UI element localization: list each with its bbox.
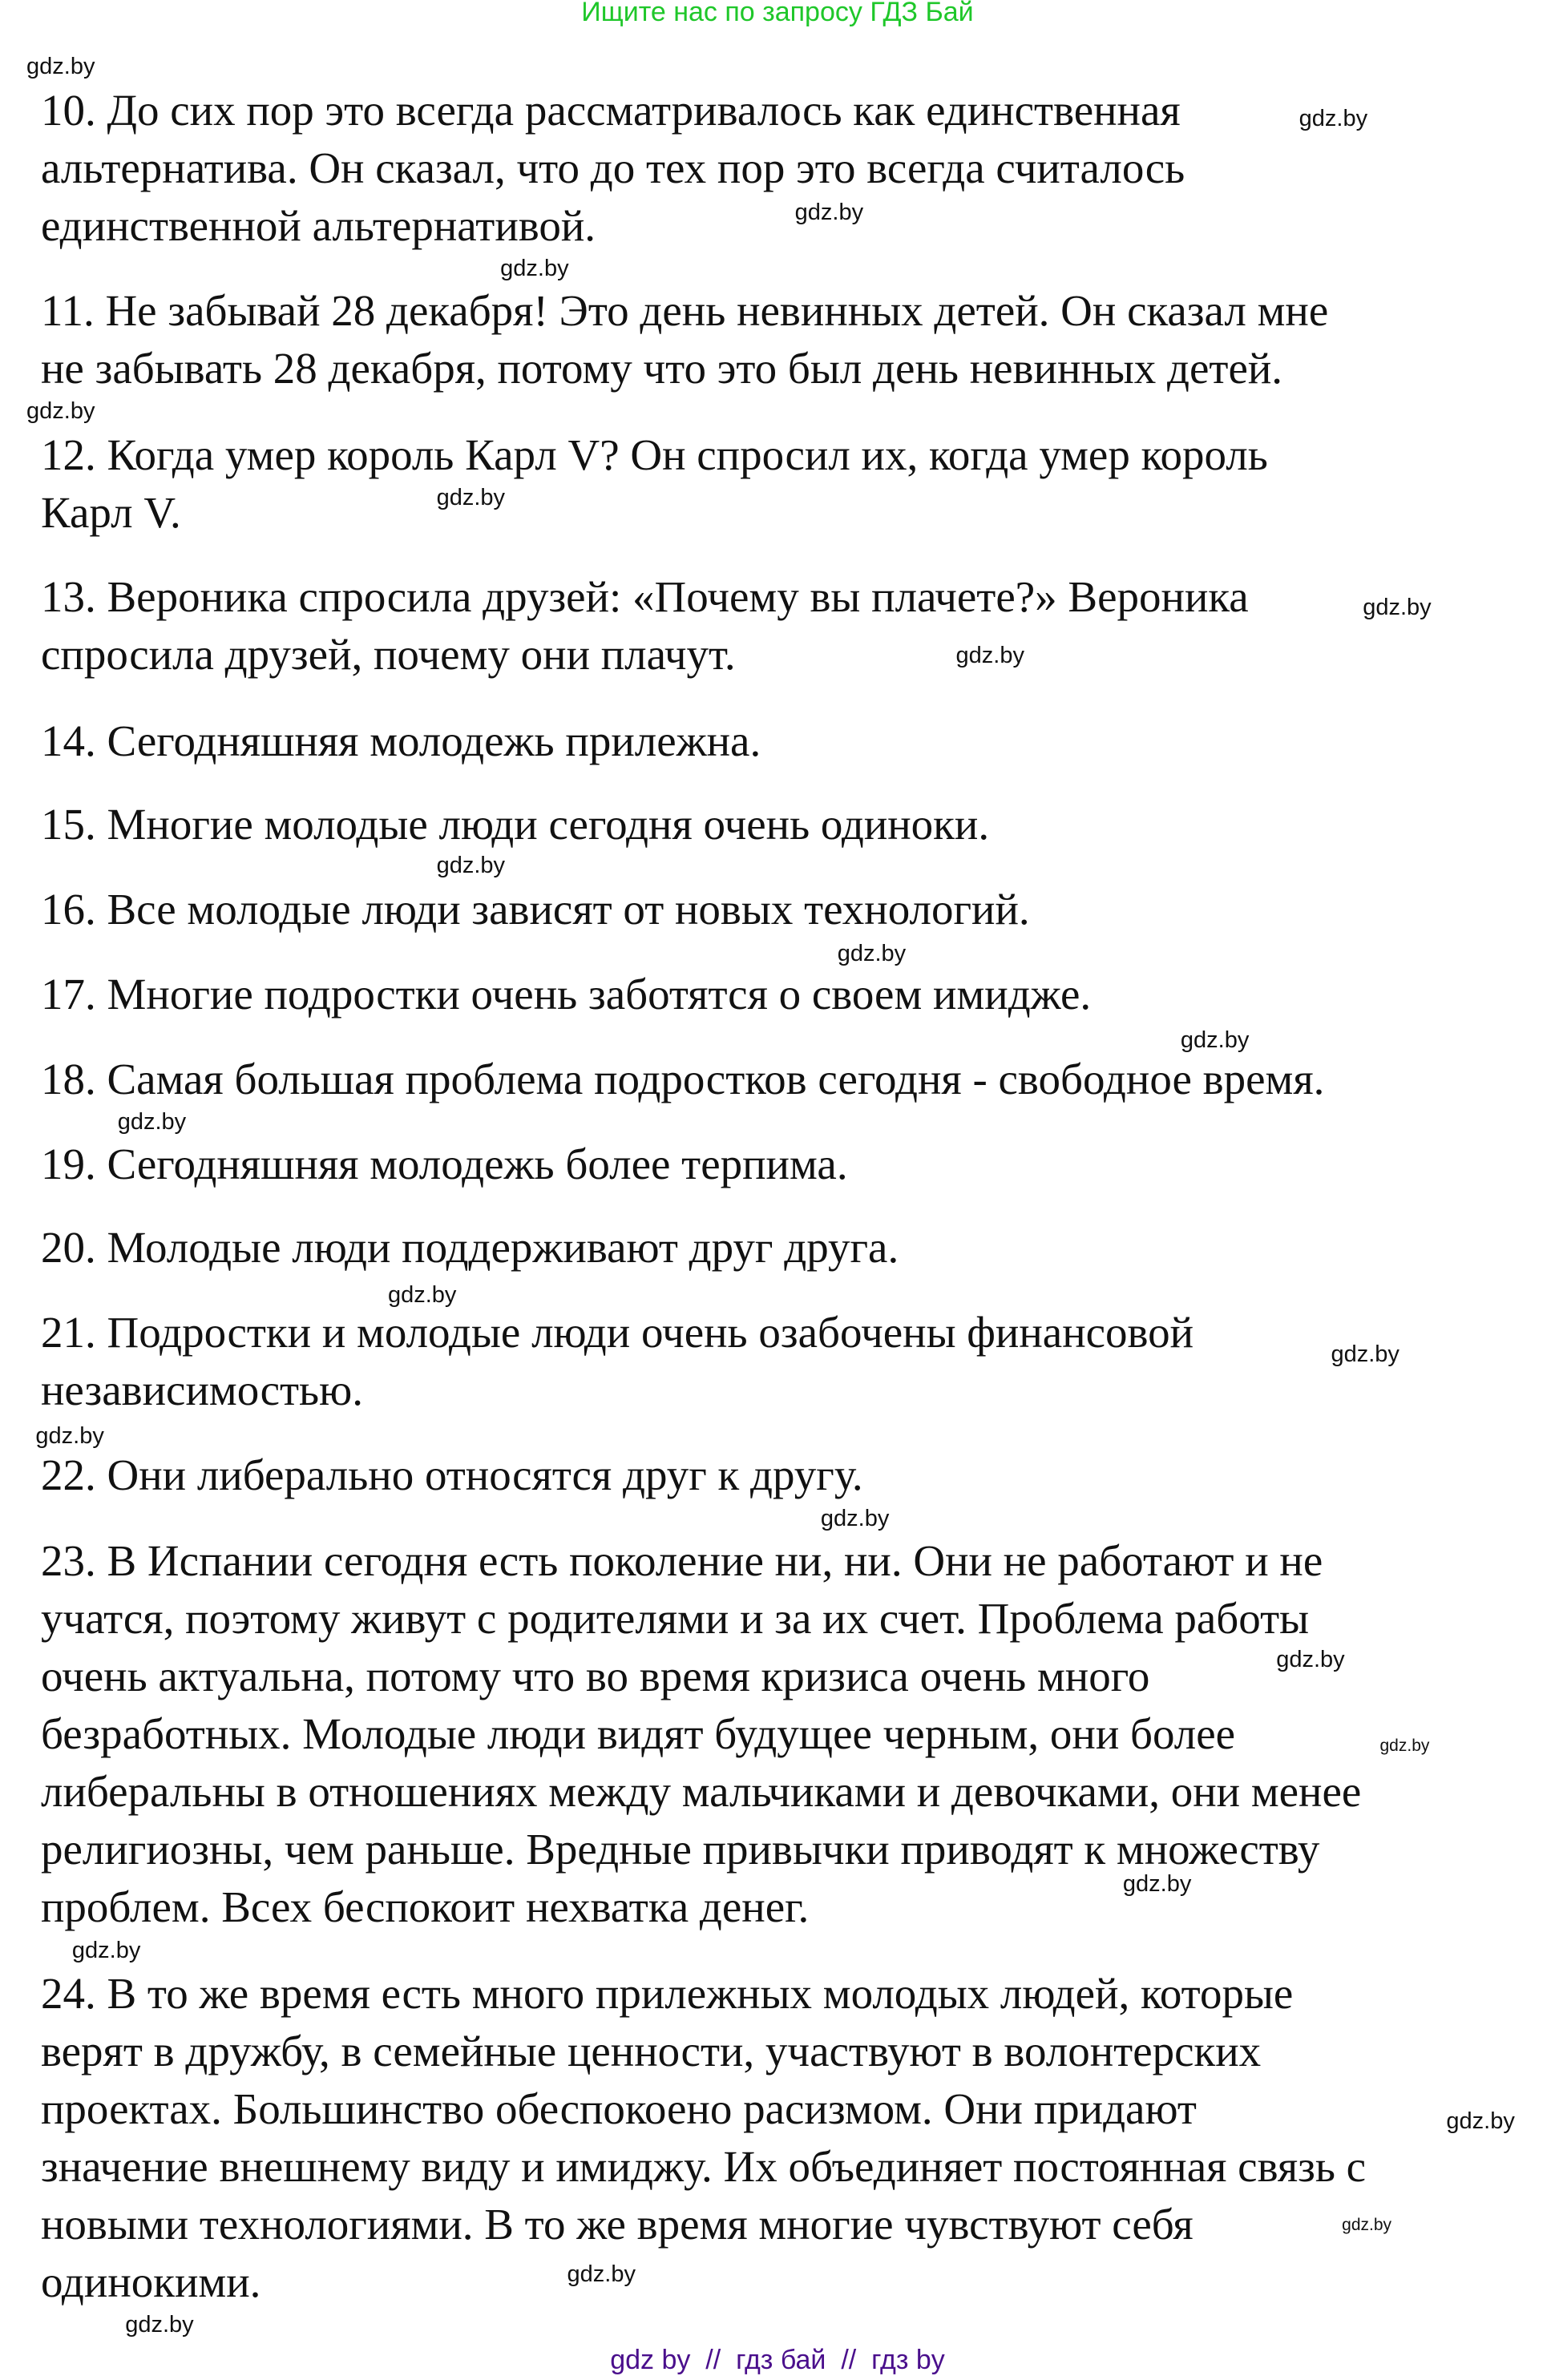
watermark-text: gdz.by [71,1938,141,1964]
watermark-text: gdz.by [26,54,95,80]
text-line: не забывать 28 декабря, потому что это был день невинных детей. [41,344,1283,393]
watermark-text: gdz.by [500,256,569,282]
text-line: 12. Когда умер король Карл V? Он спросил их, когда умер король [41,430,1268,480]
watermark-text: gdz.by [1342,2216,1392,2235]
text-line: одинокими. [41,2257,261,2306]
text-line: новыми технологиями. В то же время многие чувствуют себя [41,2199,1194,2249]
watermark-text: gdz.by [1446,2108,1515,2134]
watermark-text: gdz.by [1276,1646,1345,1672]
footer-banner: gdz by // гдз бай // гдз by [610,2345,945,2375]
exercise-item [41,1136,848,1193]
watermark-text: gdz.by [436,485,506,511]
text-line: 19. Сегодняшняя молодежь более терпима. [41,1140,848,1189]
text-line: 21. Подростки и молодые люди очень озабочены финансовой [41,1308,1194,1357]
exercise-item [41,966,1091,1023]
watermark-text: gdz.by [1363,594,1432,620]
text-line: либеральны в отношениях между мальчиками и девочками, они менее [41,1766,1362,1816]
exercise-item [41,1304,1194,1419]
watermark-text: gdz.by [436,852,506,878]
header-banner: Ищите нас по запросу ГДЗ Бай [581,0,974,27]
watermark-text: gdz.by [1379,1736,1430,1755]
text-line: 11. Не забывай 28 декабря! Это день невинных детей. Он сказал мне [41,286,1329,336]
text-line: 17. Многие подростки очень заботятся о своем имидже. [41,969,1092,1019]
watermark-text: gdz.by [1122,1871,1192,1898]
watermark-text: gdz.by [117,1109,187,1136]
watermark-text: gdz.by [794,200,864,226]
text-line: значение внешнему виду и имиджу. Их объединяет постоянная связь с [41,2141,1367,2191]
text-line: 10. До сих пор это всегда рассматривалось как единственная [41,86,1181,135]
text-line: 20. Молодые люди поддерживают друг друга. [41,1223,899,1273]
text-line: безработных. Молодые люди видят будущее черным, они более [41,1708,1236,1758]
exercise-item [41,1446,863,1504]
watermark-text: gdz.by [125,2311,194,2338]
watermark-text: gdz.by [26,398,95,425]
text-line: спросила друзей, почему они плачут. [41,629,736,679]
text-line: альтернатива. Он сказал, что до тех пор это всегда считалось [41,143,1185,193]
text-line: 15. Многие молодые люди сегодня очень одиноки. [41,799,990,849]
text-line: независимостью. [41,1365,363,1415]
text-line: религиозны, чем раньше. Вредные привычки приводят к множеству [41,1824,1320,1874]
text-line: 24. В то же время есть много прилежных молодых людей, которые [41,1968,1294,2018]
watermark-text: gdz.by [837,940,907,966]
exercise-item [41,568,1249,684]
watermark-text: gdz.by [567,2261,636,2287]
watermark-text: gdz.by [1331,1341,1400,1367]
text-line: очень актуальна, потому что во время кризиса очень много [41,1651,1150,1700]
watermark-text: gdz.by [35,1423,104,1450]
text-line: верят в дружбу, в семейные ценности, участвуют в волонтерских [41,2026,1262,2075]
text-line: 14. Сегодняшняя молодежь прилежна. [41,716,761,765]
exercise-item [41,1965,1366,2311]
text-line: 22. Они либерально относятся друг к другу. [41,1450,863,1500]
exercise-item [41,426,1268,542]
text-line: учатся, поэтому живут с родителями и за их счет. Проблема работы [41,1593,1310,1643]
watermark-text: gdz.by [1180,1027,1250,1053]
text-line: проектах. Большинство обеспокоено расизмом. Они придают [41,2084,1197,2133]
exercise-item [41,1051,1324,1108]
watermark-text: gdz.by [1299,105,1368,131]
text-line: 18. Самая большая проблема подростков сегодня - свободное время. [41,1055,1325,1103]
exercise-item [41,881,1030,938]
watermark-text: gdz.by [820,1505,890,1531]
text-line: Карл V. [41,488,181,538]
watermark-text: gdz.by [955,643,1024,669]
text-line: проблем. Всех беспокоит нехватка денег. [41,1882,810,1931]
exercise-item [41,282,1328,397]
exercise-item [41,82,1185,255]
exercise-item [41,1219,899,1277]
text-line: 16. Все молодые люди зависят от новых технологий. [41,884,1030,934]
watermark-text: gdz.by [387,1282,457,1309]
text-line: единственной альтернативой. [41,201,596,251]
text-line: 13. Вероника спросила друзей: «Почему вы плачете?» Вероника [41,571,1249,621]
exercise-item [41,712,761,770]
exercise-item [41,796,989,853]
text-line: 23. В Испании сегодня есть поколение ни, ни. Они не работают и не [41,1535,1323,1585]
